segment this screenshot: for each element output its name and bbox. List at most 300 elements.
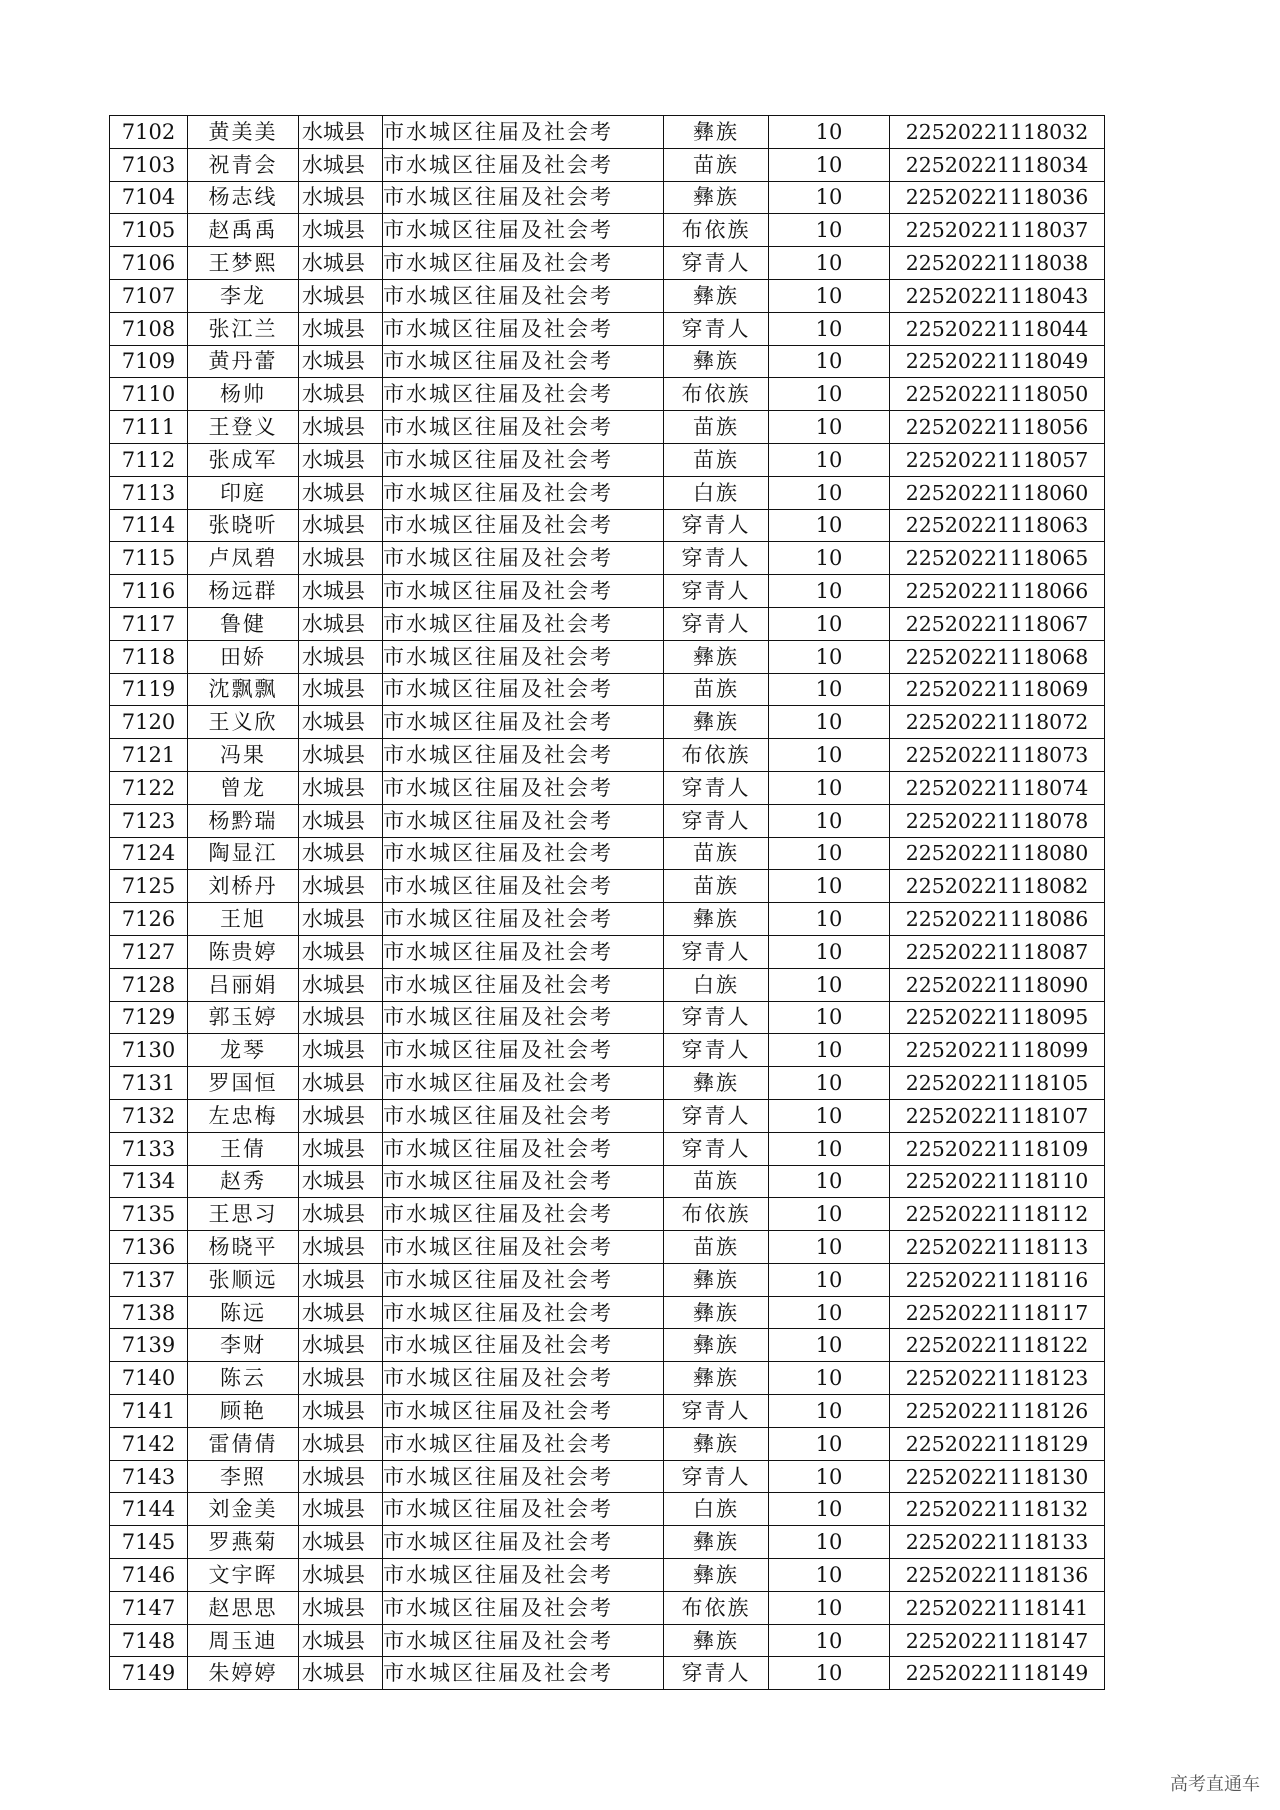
score-cell: 10 [769,1263,890,1296]
score-cell: 10 [769,345,890,378]
name-cell: 杨帅 [188,378,299,411]
table-row [110,968,1105,1001]
score-cell: 10 [769,739,890,772]
score-cell: 10 [769,247,890,280]
category-cell: 市水城区往届及社会考 [383,1493,664,1526]
row-number-cell: 7105 [110,214,188,247]
table-row [110,1132,1105,1165]
row-number-cell: 7145 [110,1526,188,1559]
score-cell: 10 [769,1132,890,1165]
ethnicity-cell: 苗族 [664,870,769,903]
name-cell: 朱婷婷 [188,1657,299,1690]
name-cell: 文宇晖 [188,1559,299,1592]
exam-id-cell: 22520221118112 [890,1198,1105,1231]
category-cell: 市水城区往届及社会考 [383,706,664,739]
exam-id-cell: 22520221118034 [890,148,1105,181]
exam-id-cell: 22520221118123 [890,1362,1105,1395]
category-cell: 市水城区往届及社会考 [383,1296,664,1329]
category-cell: 市水城区往届及社会考 [383,1001,664,1034]
exam-id-cell: 22520221118057 [890,443,1105,476]
score-cell: 10 [769,1067,890,1100]
county-cell: 水城县 [299,935,383,968]
row-number-cell: 7103 [110,148,188,181]
score-cell: 10 [769,1362,890,1395]
exam-id-cell: 22520221118044 [890,312,1105,345]
table-row [110,1034,1105,1067]
category-cell: 市水城区往届及社会考 [383,1591,664,1624]
exam-id-cell: 22520221118105 [890,1067,1105,1100]
category-cell: 市水城区往届及社会考 [383,148,664,181]
ethnicity-cell: 彝族 [664,1427,769,1460]
ethnicity-cell: 苗族 [664,837,769,870]
table-row [110,411,1105,444]
exam-id-cell: 22520221118074 [890,771,1105,804]
county-cell: 水城县 [299,411,383,444]
exam-id-cell: 22520221118099 [890,1034,1105,1067]
row-number-cell: 7102 [110,116,188,149]
ethnicity-cell: 苗族 [664,148,769,181]
score-cell: 10 [769,706,890,739]
ethnicity-cell: 穿青人 [664,1001,769,1034]
category-cell: 市水城区往届及社会考 [383,640,664,673]
category-cell: 市水城区往届及社会考 [383,870,664,903]
table-row [110,837,1105,870]
score-cell: 10 [769,837,890,870]
category-cell: 市水城区往届及社会考 [383,1395,664,1428]
exam-id-cell: 22520221118032 [890,116,1105,149]
row-number-cell: 7134 [110,1165,188,1198]
category-cell: 市水城区往届及社会考 [383,476,664,509]
exam-id-cell: 22520221118072 [890,706,1105,739]
category-cell: 市水城区往届及社会考 [383,739,664,772]
exam-id-cell: 22520221118087 [890,935,1105,968]
table-row [110,607,1105,640]
table-row [110,739,1105,772]
ethnicity-cell: 苗族 [664,411,769,444]
exam-id-cell: 22520221118141 [890,1591,1105,1624]
score-cell: 10 [769,1493,890,1526]
county-cell: 水城县 [299,1559,383,1592]
score-cell: 10 [769,804,890,837]
county-cell: 水城县 [299,214,383,247]
name-cell: 李财 [188,1329,299,1362]
score-cell: 10 [769,476,890,509]
row-number-cell: 7146 [110,1559,188,1592]
exam-id-cell: 22520221118082 [890,870,1105,903]
name-cell: 刘金美 [188,1493,299,1526]
table-row [110,1460,1105,1493]
name-cell: 张晓听 [188,509,299,542]
category-cell: 市水城区往届及社会考 [383,1624,664,1657]
row-number-cell: 7135 [110,1198,188,1231]
name-cell: 田娇 [188,640,299,673]
exam-id-cell: 22520221118037 [890,214,1105,247]
exam-id-cell: 22520221118113 [890,1231,1105,1264]
ethnicity-cell: 苗族 [664,443,769,476]
name-cell: 吕丽娟 [188,968,299,1001]
exam-id-cell: 22520221118130 [890,1460,1105,1493]
county-cell: 水城县 [299,1362,383,1395]
table-row [110,706,1105,739]
name-cell: 周玉迪 [188,1624,299,1657]
row-number-cell: 7126 [110,903,188,936]
ethnicity-cell: 彝族 [664,1067,769,1100]
score-cell: 10 [769,411,890,444]
exam-id-cell: 22520221118069 [890,673,1105,706]
table-row [110,1624,1105,1657]
name-cell: 王旭 [188,903,299,936]
exam-id-cell: 22520221118078 [890,804,1105,837]
exam-id-cell: 22520221118036 [890,181,1105,214]
name-cell: 顾艳 [188,1395,299,1428]
exam-id-cell: 22520221118065 [890,542,1105,575]
score-cell: 10 [769,279,890,312]
exam-id-cell: 22520221118068 [890,640,1105,673]
category-cell: 市水城区往届及社会考 [383,804,664,837]
score-cell: 10 [769,1624,890,1657]
ethnicity-cell: 彝族 [664,1559,769,1592]
county-cell: 水城县 [299,1034,383,1067]
row-number-cell: 7122 [110,771,188,804]
exam-id-cell: 22520221118073 [890,739,1105,772]
county-cell: 水城县 [299,1001,383,1034]
ethnicity-cell: 白族 [664,1493,769,1526]
row-number-cell: 7132 [110,1099,188,1132]
name-cell: 冯果 [188,739,299,772]
ethnicity-cell: 穿青人 [664,1460,769,1493]
row-number-cell: 7112 [110,443,188,476]
name-cell: 左忠梅 [188,1099,299,1132]
county-cell: 水城县 [299,148,383,181]
name-cell: 赵秀 [188,1165,299,1198]
row-number-cell: 7142 [110,1427,188,1460]
score-cell: 10 [769,903,890,936]
category-cell: 市水城区往届及社会考 [383,673,664,706]
ethnicity-cell: 彝族 [664,1296,769,1329]
name-cell: 卢凤碧 [188,542,299,575]
ethnicity-cell: 穿青人 [664,1132,769,1165]
score-cell: 10 [769,509,890,542]
category-cell: 市水城区往届及社会考 [383,771,664,804]
score-cell: 10 [769,1395,890,1428]
category-cell: 市水城区往届及社会考 [383,279,664,312]
category-cell: 市水城区往届及社会考 [383,443,664,476]
name-cell: 陈远 [188,1296,299,1329]
row-number-cell: 7127 [110,935,188,968]
ethnicity-cell: 穿青人 [664,607,769,640]
county-cell: 水城县 [299,903,383,936]
name-cell: 陈贵婷 [188,935,299,968]
ethnicity-cell: 穿青人 [664,575,769,608]
table-row [110,1395,1105,1428]
table-row [110,443,1105,476]
row-number-cell: 7131 [110,1067,188,1100]
table-row [110,1001,1105,1034]
score-cell: 10 [769,1591,890,1624]
ethnicity-cell: 彝族 [664,1263,769,1296]
row-number-cell: 7108 [110,312,188,345]
name-cell: 王登义 [188,411,299,444]
category-cell: 市水城区往届及社会考 [383,1067,664,1100]
category-cell: 市水城区往届及社会考 [383,1034,664,1067]
row-number-cell: 7114 [110,509,188,542]
ethnicity-cell: 彝族 [664,1362,769,1395]
ethnicity-cell: 穿青人 [664,771,769,804]
ethnicity-cell: 布依族 [664,739,769,772]
watermark: 高考直通车 [1170,1774,1260,1795]
name-cell: 黄丹蕾 [188,345,299,378]
ethnicity-cell: 穿青人 [664,542,769,575]
county-cell: 水城县 [299,1198,383,1231]
table-row [110,1263,1105,1296]
table-row [110,279,1105,312]
table-row [110,148,1105,181]
category-cell: 市水城区往届及社会考 [383,968,664,1001]
name-cell: 王梦熙 [188,247,299,280]
county-cell: 水城县 [299,706,383,739]
score-cell: 10 [769,673,890,706]
row-number-cell: 7139 [110,1329,188,1362]
row-number-cell: 7111 [110,411,188,444]
category-cell: 市水城区往届及社会考 [383,1427,664,1460]
score-cell: 10 [769,1460,890,1493]
score-cell: 10 [769,542,890,575]
county-cell: 水城县 [299,1132,383,1165]
county-cell: 水城县 [299,247,383,280]
category-cell: 市水城区往届及社会考 [383,1559,664,1592]
score-cell: 10 [769,1427,890,1460]
category-cell: 市水城区往届及社会考 [383,509,664,542]
county-cell: 水城县 [299,1099,383,1132]
exam-id-cell: 22520221118063 [890,509,1105,542]
county-cell: 水城县 [299,1329,383,1362]
category-cell: 市水城区往届及社会考 [383,1263,664,1296]
table-row [110,640,1105,673]
category-cell: 市水城区往届及社会考 [383,312,664,345]
category-cell: 市水城区往届及社会考 [383,411,664,444]
county-cell: 水城县 [299,870,383,903]
county-cell: 水城县 [299,476,383,509]
score-cell: 10 [769,935,890,968]
table-row [110,673,1105,706]
score-cell: 10 [769,181,890,214]
name-cell: 曾龙 [188,771,299,804]
county-cell: 水城县 [299,1460,383,1493]
category-cell: 市水城区往届及社会考 [383,1329,664,1362]
category-cell: 市水城区往届及社会考 [383,1165,664,1198]
county-cell: 水城县 [299,1263,383,1296]
category-cell: 市水城区往届及社会考 [383,116,664,149]
row-number-cell: 7115 [110,542,188,575]
county-cell: 水城县 [299,1591,383,1624]
table-row [110,870,1105,903]
row-number-cell: 7110 [110,378,188,411]
exam-id-cell: 22520221118132 [890,1493,1105,1526]
name-cell: 王义欣 [188,706,299,739]
name-cell: 郭玉婷 [188,1001,299,1034]
category-cell: 市水城区往届及社会考 [383,214,664,247]
score-cell: 10 [769,1231,890,1264]
county-cell: 水城县 [299,378,383,411]
score-cell: 10 [769,312,890,345]
row-number-cell: 7113 [110,476,188,509]
name-cell: 印庭 [188,476,299,509]
name-cell: 罗国恒 [188,1067,299,1100]
exam-id-cell: 22520221118090 [890,968,1105,1001]
row-number-cell: 7136 [110,1231,188,1264]
score-cell: 10 [769,1198,890,1231]
exam-id-cell: 22520221118126 [890,1395,1105,1428]
exam-id-cell: 22520221118149 [890,1657,1105,1690]
name-cell: 陶显江 [188,837,299,870]
score-cell: 10 [769,968,890,1001]
score-cell: 10 [769,1526,890,1559]
table-row [110,1198,1105,1231]
score-cell: 10 [769,1001,890,1034]
name-cell: 祝青会 [188,148,299,181]
score-cell: 10 [769,1034,890,1067]
exam-id-cell: 22520221118043 [890,279,1105,312]
row-number-cell: 7124 [110,837,188,870]
row-number-cell: 7143 [110,1460,188,1493]
table-row [110,1067,1105,1100]
exam-id-cell: 22520221118060 [890,476,1105,509]
name-cell: 王倩 [188,1132,299,1165]
category-cell: 市水城区往届及社会考 [383,1099,664,1132]
category-cell: 市水城区往届及社会考 [383,378,664,411]
score-cell: 10 [769,575,890,608]
score-cell: 10 [769,214,890,247]
ethnicity-cell: 穿青人 [664,804,769,837]
table-row [110,1329,1105,1362]
exam-id-cell: 22520221118107 [890,1099,1105,1132]
county-cell: 水城县 [299,345,383,378]
ethnicity-cell: 彝族 [664,279,769,312]
county-cell: 水城县 [299,1427,383,1460]
table-row [110,804,1105,837]
row-number-cell: 7144 [110,1493,188,1526]
score-cell: 10 [769,640,890,673]
exam-id-cell: 22520221118086 [890,903,1105,936]
county-cell: 水城县 [299,1067,383,1100]
name-cell: 陈云 [188,1362,299,1395]
row-number-cell: 7130 [110,1034,188,1067]
row-number-cell: 7128 [110,968,188,1001]
ethnicity-cell: 彝族 [664,1526,769,1559]
ethnicity-cell: 穿青人 [664,312,769,345]
county-cell: 水城县 [299,1526,383,1559]
table-row [110,1526,1105,1559]
row-number-cell: 7133 [110,1132,188,1165]
category-cell: 市水城区往届及社会考 [383,1657,664,1690]
roster-table [109,115,1105,1690]
row-number-cell: 7137 [110,1263,188,1296]
name-cell: 鲁健 [188,607,299,640]
ethnicity-cell: 穿青人 [664,509,769,542]
name-cell: 龙琴 [188,1034,299,1067]
county-cell: 水城县 [299,804,383,837]
exam-id-cell: 22520221118080 [890,837,1105,870]
name-cell: 黄美美 [188,116,299,149]
row-number-cell: 7149 [110,1657,188,1690]
row-number-cell: 7141 [110,1395,188,1428]
category-cell: 市水城区往届及社会考 [383,1198,664,1231]
county-cell: 水城县 [299,739,383,772]
county-cell: 水城县 [299,771,383,804]
county-cell: 水城县 [299,181,383,214]
exam-id-cell: 22520221118049 [890,345,1105,378]
exam-id-cell: 22520221118066 [890,575,1105,608]
county-cell: 水城县 [299,968,383,1001]
score-cell: 10 [769,378,890,411]
county-cell: 水城县 [299,1165,383,1198]
table-row [110,1657,1105,1690]
name-cell: 张江兰 [188,312,299,345]
name-cell: 杨黔瑞 [188,804,299,837]
name-cell: 李龙 [188,279,299,312]
ethnicity-cell: 穿青人 [664,935,769,968]
row-number-cell: 7117 [110,607,188,640]
table-row [110,1231,1105,1264]
exam-id-cell: 22520221118116 [890,1263,1105,1296]
row-number-cell: 7119 [110,673,188,706]
score-cell: 10 [769,607,890,640]
county-cell: 水城县 [299,509,383,542]
exam-id-cell: 22520221118038 [890,247,1105,280]
ethnicity-cell: 苗族 [664,1165,769,1198]
table-row [110,935,1105,968]
score-cell: 10 [769,1296,890,1329]
county-cell: 水城县 [299,1624,383,1657]
row-number-cell: 7140 [110,1362,188,1395]
name-cell: 雷倩倩 [188,1427,299,1460]
ethnicity-cell: 穿青人 [664,1395,769,1428]
county-cell: 水城县 [299,1395,383,1428]
category-cell: 市水城区往届及社会考 [383,1526,664,1559]
table-row [110,575,1105,608]
ethnicity-cell: 布依族 [664,378,769,411]
ethnicity-cell: 苗族 [664,673,769,706]
category-cell: 市水城区往届及社会考 [383,181,664,214]
table-row [110,903,1105,936]
score-cell: 10 [769,1657,890,1690]
county-cell: 水城县 [299,1493,383,1526]
table-row [110,247,1105,280]
exam-id-cell: 22520221118133 [890,1526,1105,1559]
ethnicity-cell: 彝族 [664,345,769,378]
name-cell: 杨远群 [188,575,299,608]
row-number-cell: 7107 [110,279,188,312]
row-number-cell: 7123 [110,804,188,837]
score-cell: 10 [769,443,890,476]
category-cell: 市水城区往届及社会考 [383,1362,664,1395]
score-cell: 10 [769,1165,890,1198]
county-cell: 水城县 [299,1296,383,1329]
name-cell: 赵禹禹 [188,214,299,247]
county-cell: 水城县 [299,837,383,870]
row-number-cell: 7147 [110,1591,188,1624]
row-number-cell: 7104 [110,181,188,214]
ethnicity-cell: 布依族 [664,214,769,247]
row-number-cell: 7148 [110,1624,188,1657]
ethnicity-cell: 穿青人 [664,1034,769,1067]
exam-id-cell: 22520221118056 [890,411,1105,444]
ethnicity-cell: 彝族 [664,1624,769,1657]
category-cell: 市水城区往届及社会考 [383,1460,664,1493]
row-number-cell: 7120 [110,706,188,739]
county-cell: 水城县 [299,1231,383,1264]
table-row [110,116,1105,149]
